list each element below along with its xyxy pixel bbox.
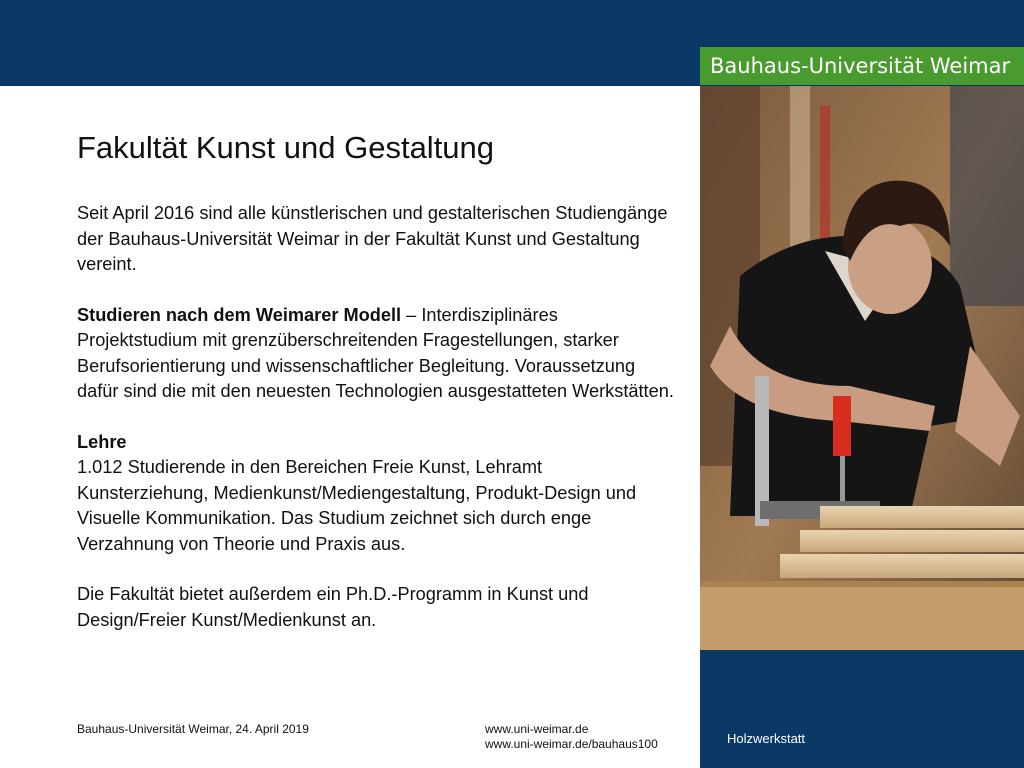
university-logo: Bauhaus-Universität Weimar — [700, 47, 1024, 85]
model-text: – Interdisziplinäres Projektstudium mit grenzüberschreitenden Fragestellungen, starker Berufsorientierung und wissenschaftlicher Begleitung. Voraussetzung dafür sind die mit den neuesten Technologien ausgestatteten Werkstätten. — [77, 304, 674, 401]
intro-paragraph: Seit April 2016 sind alle künstlerischen und gestalterischen Studiengänge der Bauhaus-Universität Weimar in der Fakultät Kunst und Gestaltung vereint. — [77, 203, 668, 274]
model-heading: Studieren nach dem Weimarer Modell — [77, 304, 402, 325]
lehre-heading: Lehre — [77, 431, 127, 452]
footer-link-main[interactable]: www.uni-weimar.de — [485, 722, 589, 736]
lehre-paragraph: 1.012 Studierende in den Bereichen Freie Kunst, Lehramt Kunsterziehung, Medienkunst/Mediengestaltung, Produkt-Design und Visuelle Kommunikation. Das Studium zeichnet sich durch enge Verzahnung von Theorie und Praxis aus. — [77, 457, 637, 554]
model-paragraph — [77, 303, 677, 405]
workshop-photo — [700, 86, 1024, 650]
footer-links — [485, 722, 658, 752]
footer-org-date: Bauhaus-Universität Weimar, 24. April 2019 — [77, 722, 309, 736]
footer-link-bauhaus100[interactable]: www.uni-weimar.de/bauhaus100 — [485, 737, 658, 751]
main-content — [77, 128, 677, 633]
phd-paragraph: Die Fakultät bietet außerdem ein Ph.D.-Programm in Kunst und Design/Freier Kunst/Medienkunst an. — [77, 584, 589, 630]
page-title: Fakultät Kunst und Gestaltung — [77, 130, 495, 165]
photo-caption: Holzwerkstatt — [727, 731, 806, 746]
